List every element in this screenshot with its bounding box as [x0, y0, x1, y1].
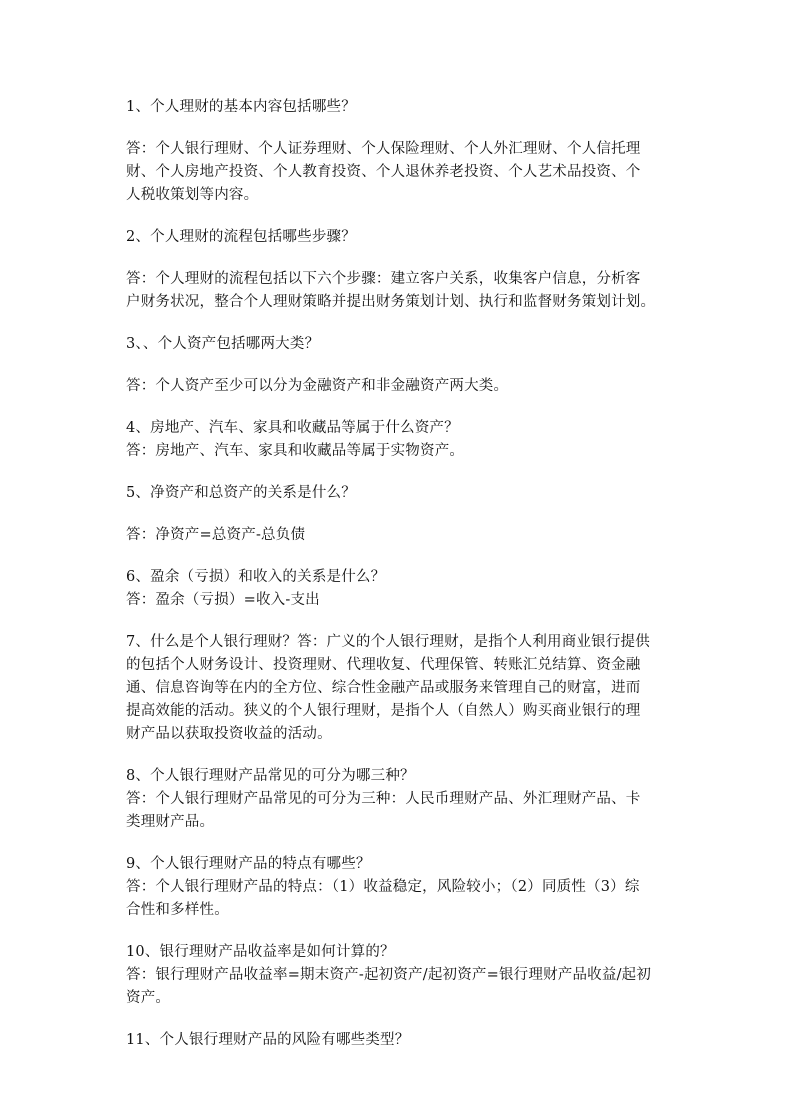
question-4: 4、房地产、汽车、家具和收藏品等属于什么资产？ [126, 420, 459, 436]
qa-item-8 [126, 765, 692, 834]
answer-10-line-1: 答：银行理财产品收益率=期末资产-起初资产/起初资产=银行理财产品收益/起初 [126, 967, 652, 983]
answer-3-line-1: 答：个人资产至少可以分为金融资产和非金融资产两大类。 [126, 378, 509, 394]
answer-7-line-3: 通、信息咨询等在内的全方位、综合性金融产品或服务来管理自己的财富，进而 [126, 680, 641, 696]
answer-1-line-2: 财、个人房地产投资、个人教育投资、个人退休养老投资、个人艺术品投资、个 [126, 164, 641, 180]
answer-6-line-1: 答：盈余（亏损）=收入-支出 [126, 592, 320, 608]
qa-item-9 [126, 853, 692, 922]
qa-item-6 [126, 566, 692, 612]
document-page [126, 96, 692, 1052]
question-5: 5、净资产和总资产的关系是什么？ [126, 485, 356, 501]
answer-9-line-2: 合性和多样性。 [126, 902, 229, 918]
question-2: 2、个人理财的流程包括哪些步骤？ [126, 229, 356, 245]
answer-1-line-3: 人税收策划等内容。 [126, 187, 259, 203]
answer-10-line-2: 资产。 [126, 990, 171, 1006]
qa-item-4 [126, 417, 692, 463]
answer-4-line-1: 答：房地产、汽车、家具和收藏品等属于实物资产。 [126, 443, 465, 459]
answer-2-line-2: 户财务状况，整合个人理财策略并提出财务策划计划、执行和监督财务策划计划。 [126, 294, 656, 310]
qa-item-5 [126, 482, 692, 547]
question-8: 8、个人银行理财产品常见的可分为哪三种？ [126, 768, 415, 784]
answer-7-line-4: 提高效能的活动。狭义的个人银行理财，是指个人（自然人）购买商业银行的理 [126, 703, 641, 719]
answer-2-line-1: 答：个人理财的流程包括以下六个步骤：建立客户关系，收集客户信息，分析客 [126, 271, 641, 287]
answer-7-line-2: 的包括个人财务设计、投资理财、代理收复、代理保管、转账汇兑结算、资金融 [126, 657, 641, 673]
qa-item-2 [126, 226, 692, 314]
answer-7-line-1: 7、什么是个人银行理财？答：广义的个人银行理财，是指个人利用商业银行提供 [126, 634, 650, 650]
answer-1-line-1: 答：个人银行理财、个人证券理财、个人保险理财、个人外汇理财、个人信托理 [126, 141, 641, 157]
answer-8-line-2: 类理财产品。 [126, 814, 215, 830]
question-1: 1、个人理财的基本内容包括哪些？ [126, 99, 356, 115]
question-11: 11、个人银行理财产品的风险有哪些类型？ [126, 1032, 410, 1048]
question-10: 10、银行理财产品收益率是如何计算的？ [126, 944, 395, 960]
qa-item-11 [126, 1029, 692, 1052]
question-9: 9、个人银行理财产品的特点有哪些？ [126, 856, 371, 872]
answer-5-line-1: 答：净资产=总资产-总负债 [126, 527, 306, 543]
question-3: 3、、个人资产包括哪两大类？ [126, 336, 320, 352]
qa-item-10 [126, 941, 692, 1010]
question-6: 6、盈余（亏损）和收入的关系是什么？ [126, 569, 386, 585]
qa-item-7 [126, 631, 692, 746]
answer-9-line-1: 答：个人银行理财产品的特点：（1）收益稳定，风险较小；（2）同质性（3）综 [126, 879, 640, 895]
answer-7-line-5: 财产品以获取投资收益的活动。 [126, 726, 332, 742]
answer-8-line-1: 答：个人银行理财产品常见的可分为三种：人民币理财产品、外汇理财产品、卡 [126, 791, 641, 807]
qa-item-1 [126, 96, 692, 207]
qa-item-3 [126, 333, 692, 398]
